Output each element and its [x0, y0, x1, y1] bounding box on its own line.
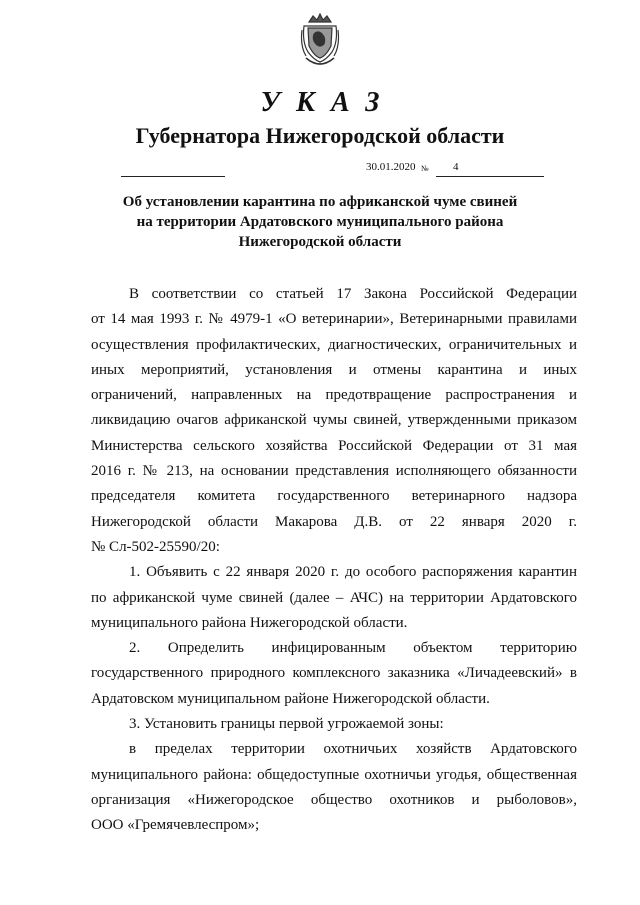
clause-1	[91, 560, 577, 636]
text-line: Ардатовском муниципальном районе Нижегородской области.	[91, 690, 490, 707]
text-line: председателя комитета государственного ветеринарного надзора	[91, 488, 577, 505]
text-line: Министерства сельского хозяйства Российской Федерации от 31 мая	[91, 437, 577, 454]
text-line: по африканской чуме свиней (далее – АЧС) на территории Ардатовского	[91, 589, 577, 606]
text-line: от 14 мая 1993 г. № 4979-1 «О ветеринарии», Ветеринарными правилами	[91, 311, 577, 328]
text-line: ООО «Гремячевлеспром»;	[91, 817, 260, 834]
text-line: Нижегородской области Макарова Д.В. от 22 января 2020 г.	[91, 513, 577, 530]
clause-3	[91, 712, 577, 737]
text-line: В соответствии со статьей 17 Закона Российской Федерации	[129, 286, 577, 302]
document-type-title: УКАЗ	[260, 87, 396, 118]
text-line: муниципального района Нижегородской области.	[91, 614, 408, 631]
text-line: 3. Установить границы первой угрожаемой зоны:	[129, 716, 444, 733]
number-underline	[436, 176, 544, 177]
text-line: 2. Определить инфицированным объектом территорию	[129, 640, 577, 657]
decree-body	[91, 282, 577, 839]
text-line: ликвидацию очагов африканской чумы свиней, утвержденными приказом	[91, 412, 577, 429]
text-line: организация «Нижегородское общество охотников и рыболовов»,	[91, 791, 577, 808]
text-line: № Сл-502-25590/20:	[91, 538, 220, 555]
text-line: осуществления профилактических, диагностических, ограничительных и	[91, 336, 577, 353]
text-line: муниципального района: общедоступные охотничьи угодья, общественная	[91, 766, 577, 783]
coat-of-arms-emblem	[300, 12, 340, 70]
heading-line: Об установлении карантина по африканской чуме свиней	[122, 194, 518, 210]
number-label: №	[421, 164, 429, 173]
heading-line: Нижегородской области	[238, 234, 402, 250]
decree-heading	[80, 192, 560, 252]
text-line: государственного природного комплексного заказника «Личадеевский» в	[91, 665, 577, 682]
issuer-subtitle: Губернатора Нижегородской области	[135, 123, 505, 148]
heading-line: на территории Ардатовского муниципального района	[136, 214, 504, 230]
clause-2	[91, 636, 577, 712]
zone-description	[91, 737, 577, 838]
text-line: в пределах территории охотничьих хозяйств Ардатовского	[129, 741, 577, 758]
document-date: 30.01.2020	[366, 161, 416, 173]
signature-line-left	[121, 176, 225, 177]
text-line: 1. Объявить с 22 января 2020 г. до особого распоряжения карантин	[129, 564, 577, 581]
text-line: иных мероприятий, установления и отмены карантина и иных	[91, 361, 577, 378]
document-number: 4	[453, 161, 459, 173]
text-line: 2016 г. № 213, на основании представления исполняющего обязанности	[91, 463, 577, 480]
text-line: ограничений, направленных на предотвращение распространения и	[91, 387, 577, 404]
preamble-paragraph	[91, 282, 577, 560]
